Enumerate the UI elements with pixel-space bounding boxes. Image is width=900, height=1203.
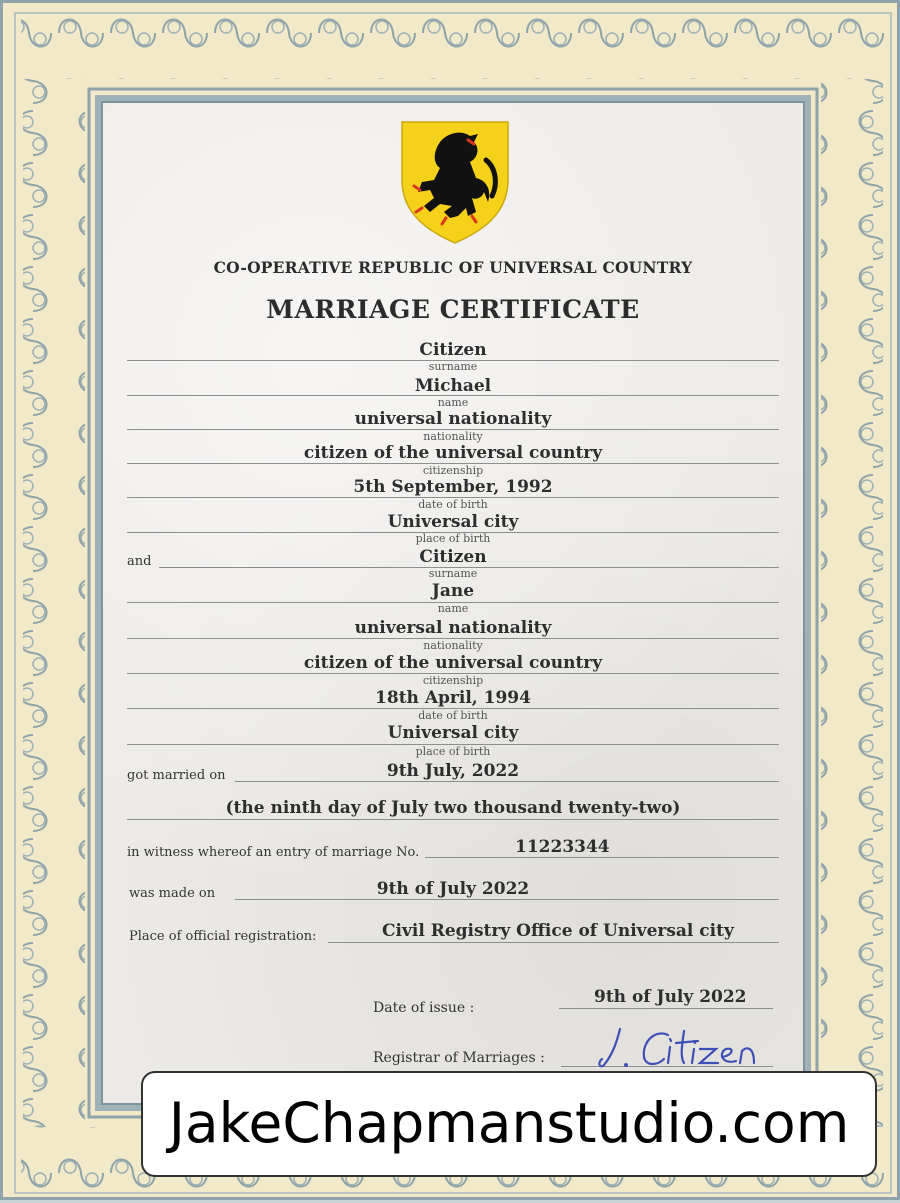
person2-nationality: universal nationality — [354, 618, 552, 638]
entry-number: 11223344 — [515, 837, 610, 857]
person2-name: Jane — [431, 581, 475, 601]
watermark-banner: JakeChapmanstudio.com — [141, 1071, 877, 1177]
person2-nationality-caption: nationality — [423, 639, 483, 652]
person1-name-caption: name — [437, 396, 469, 409]
entry-label: in witness whereof an entry of marriage No. — [127, 845, 420, 860]
person2-pob: Universal city — [387, 723, 519, 743]
registration-place: Civil Registry Office of Universal city — [382, 921, 734, 941]
person2-surname-caption: surname — [428, 567, 478, 580]
made-on-label: was made on — [129, 886, 216, 901]
date-of-issue-label: Date of issue : — [373, 1000, 475, 1016]
person1-dob: 5th September, 1992 — [353, 477, 553, 497]
married-date-words: (the ninth day of July two thousand twenty-two) — [225, 798, 681, 818]
republic-heading: CO-OPERATIVE REPUBLIC OF UNIVERSAL COUNTRY — [213, 258, 693, 277]
field-line — [127, 819, 779, 820]
person2-name-caption: name — [437, 602, 469, 615]
person1-pob: Universal city — [387, 512, 519, 532]
made-on-date: 9th of July 2022 — [376, 879, 530, 899]
field-line — [328, 942, 779, 943]
person1-surname-caption: surname — [428, 360, 478, 373]
and-label: and — [127, 554, 152, 569]
person2-surname: Citizen — [419, 547, 487, 567]
field-line — [235, 781, 779, 782]
person1-surname: Citizen — [419, 340, 487, 360]
field-line — [425, 857, 779, 858]
person2-citizenship-caption: citizenship — [422, 674, 484, 687]
married-date: 9th July, 2022 — [386, 761, 520, 781]
person1-name: Michael — [414, 376, 492, 396]
person1-nationality: universal nationality — [354, 409, 552, 429]
field-line — [235, 899, 779, 900]
person1-nationality-caption: nationality — [423, 430, 483, 443]
person1-citizenship-caption: citizenship — [422, 464, 484, 477]
person2-citizenship: citizen of the universal country — [303, 653, 603, 673]
person2-pob-caption: place of birth — [415, 745, 491, 758]
date-of-issue: 9th of July 2022 — [594, 987, 747, 1007]
place-label: Place of official registration: — [129, 929, 317, 944]
field-line — [559, 1008, 773, 1009]
person1-citizenship: citizen of the universal country — [303, 443, 603, 463]
person2-dob: 18th April, 1994 — [375, 688, 531, 708]
lion-rampant-shield-icon — [400, 120, 510, 245]
certificate-title: MARRIAGE CERTIFICATE — [266, 295, 640, 324]
person1-dob-caption: date of birth — [418, 498, 488, 511]
registrar-label: Registrar of Marriages : — [373, 1050, 545, 1066]
registrar-signature — [598, 1021, 768, 1071]
married-label: got married on — [127, 768, 226, 783]
person2-dob-caption: date of birth — [418, 709, 488, 722]
person1-pob-caption: place of birth — [415, 532, 491, 545]
